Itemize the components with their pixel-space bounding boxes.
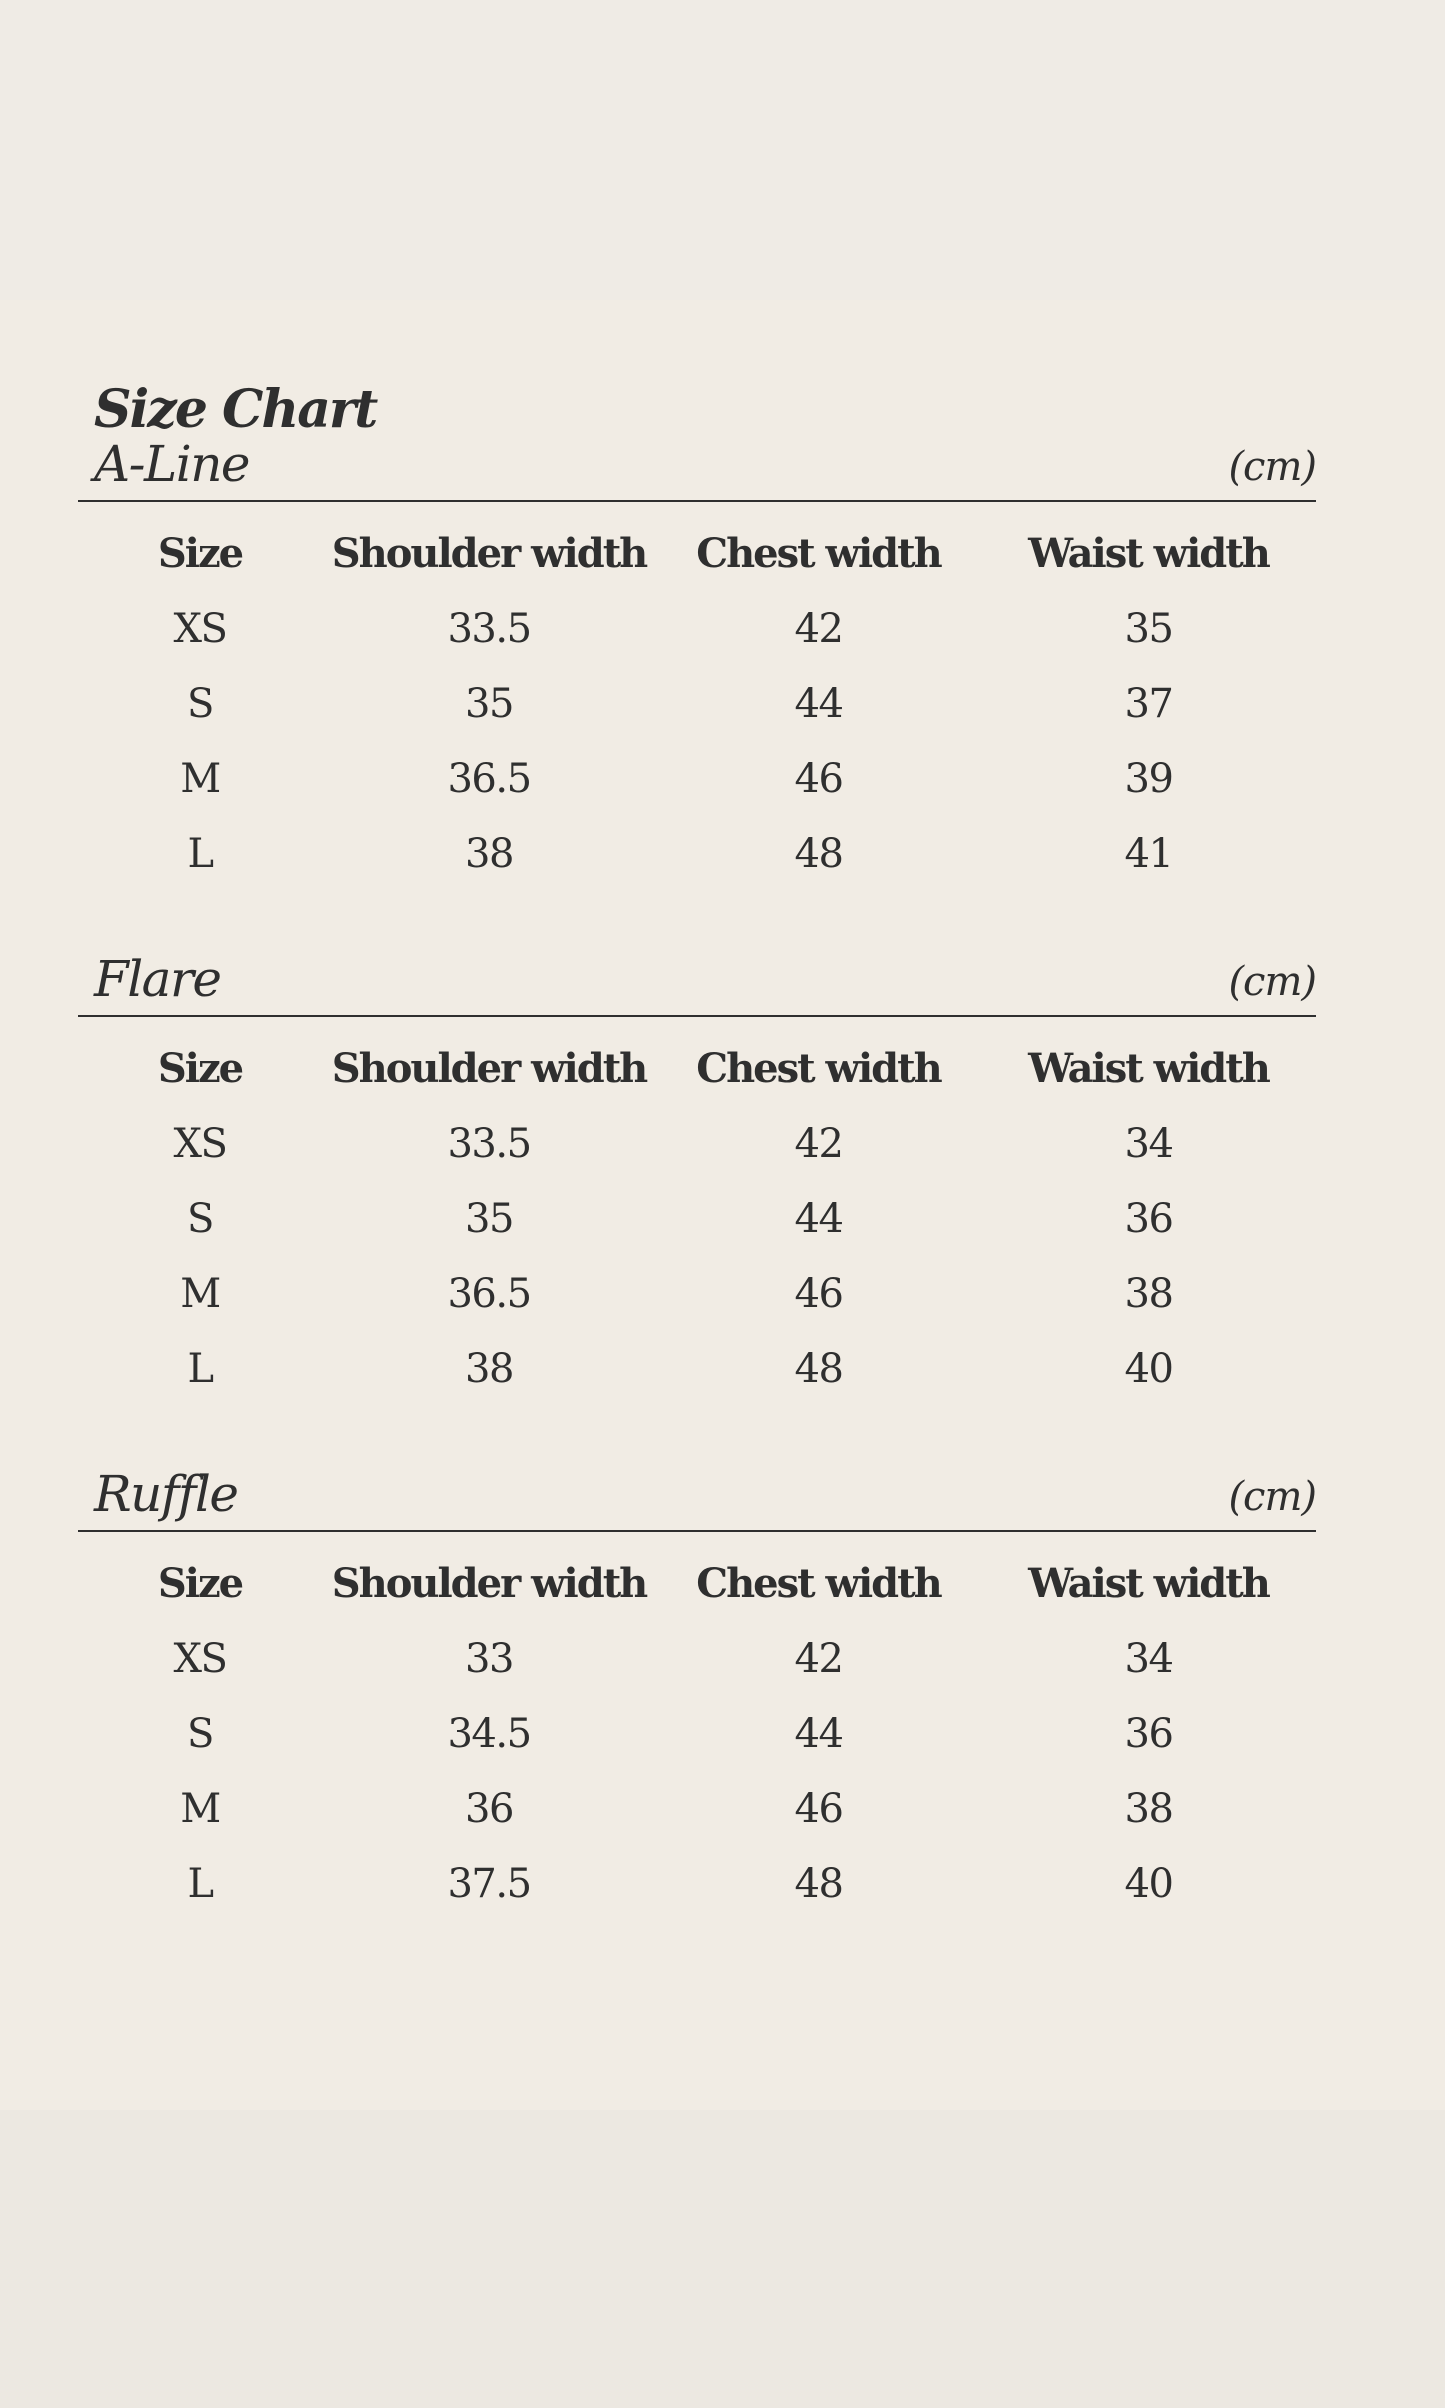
table-row [78,1621,1316,1696]
cell-shoulder: 38 [465,830,513,877]
cell-shoulder: 36.5 [447,1270,531,1317]
unit-label: (cm) [1228,444,1316,490]
column-header-shoulder: Shoulder width [331,1045,647,1092]
header-row [78,516,1316,591]
table-row [78,666,1316,741]
cell-size: L [187,830,213,877]
section-name: Ruffle [94,1465,238,1523]
column-header-waist: Waist width [1028,1560,1269,1607]
top-background [0,0,1445,300]
table-row [78,741,1316,816]
table-row [78,816,1316,891]
column-header-shoulder: Shoulder width [331,530,647,577]
size-table [78,1546,1316,1921]
column-header-waist: Waist width [1028,1045,1269,1092]
cell-chest: 46 [794,1785,843,1832]
table-row [78,1771,1316,1846]
cell-waist: 37 [1124,680,1173,727]
cell-waist: 39 [1124,755,1173,802]
cell-waist: 38 [1124,1270,1173,1317]
cell-shoulder: 35 [465,1195,513,1242]
column-header-size: Size [157,530,243,577]
cell-size: XS [173,605,227,652]
cell-shoulder: 36 [465,1785,513,1832]
table-row [78,591,1316,666]
section-ruffle [78,1465,1316,1921]
table-row [78,1106,1316,1181]
table-row [78,1256,1316,1331]
cell-chest: 48 [794,1860,843,1907]
cell-shoulder: 37.5 [447,1860,531,1907]
cell-shoulder: 33.5 [447,1120,531,1167]
column-header-chest: Chest width [696,1045,941,1092]
cell-shoulder: 33.5 [447,605,531,652]
cell-waist: 40 [1124,1860,1173,1907]
column-header-chest: Chest width [696,530,941,577]
cell-shoulder: 34.5 [447,1710,531,1757]
unit-label: (cm) [1228,1474,1316,1520]
cell-shoulder: 36.5 [447,755,531,802]
cell-waist: 35 [1124,605,1173,652]
table-row [78,1696,1316,1771]
cell-chest: 44 [794,1195,843,1242]
cell-waist: 36 [1124,1710,1173,1757]
column-header-shoulder: Shoulder width [331,1560,647,1607]
column-header-size: Size [157,1045,243,1092]
cell-size: S [187,680,213,727]
cell-waist: 41 [1124,830,1173,877]
section-header [78,435,1316,502]
cell-shoulder: 38 [465,1345,513,1392]
cell-waist: 34 [1124,1635,1173,1682]
cell-waist: 38 [1124,1785,1173,1832]
cell-waist: 34 [1124,1120,1173,1167]
section-name: A-Line [94,435,249,493]
cell-shoulder: 35 [465,680,513,727]
cell-chest: 44 [794,1710,843,1757]
cell-chest: 42 [794,1120,843,1167]
cell-chest: 44 [794,680,843,727]
column-header-chest: Chest width [696,1560,941,1607]
table-row [78,1181,1316,1256]
cell-size: M [180,1270,220,1317]
cell-size: M [180,755,220,802]
table-row [78,1846,1316,1921]
cell-shoulder: 33 [465,1635,513,1682]
size-chart [78,380,1316,1985]
bottom-background [0,2110,1445,2408]
column-header-waist: Waist width [1028,530,1269,577]
size-table [78,1031,1316,1406]
header-row [78,1546,1316,1621]
cell-chest: 42 [794,1635,843,1682]
cell-size: L [187,1345,213,1392]
cell-size: S [187,1710,213,1757]
cell-chest: 48 [794,830,843,877]
cell-chest: 46 [794,1270,843,1317]
cell-chest: 42 [794,605,843,652]
cell-size: L [187,1860,213,1907]
column-header-size: Size [157,1560,243,1607]
section-name: Flare [94,950,221,1008]
header-row [78,1031,1316,1106]
section-a-line [78,435,1316,891]
cell-chest: 46 [794,755,843,802]
cell-size: XS [173,1120,227,1167]
cell-waist: 36 [1124,1195,1173,1242]
table-row [78,1331,1316,1406]
cell-size: XS [173,1635,227,1682]
cell-chest: 48 [794,1345,843,1392]
cell-waist: 40 [1124,1345,1173,1392]
unit-label: (cm) [1228,959,1316,1005]
section-flare [78,950,1316,1406]
section-header [78,950,1316,1017]
cell-size: S [187,1195,213,1242]
size-table [78,516,1316,891]
cell-size: M [180,1785,220,1832]
section-header [78,1465,1316,1532]
chart-title: Size Chart [94,379,377,440]
